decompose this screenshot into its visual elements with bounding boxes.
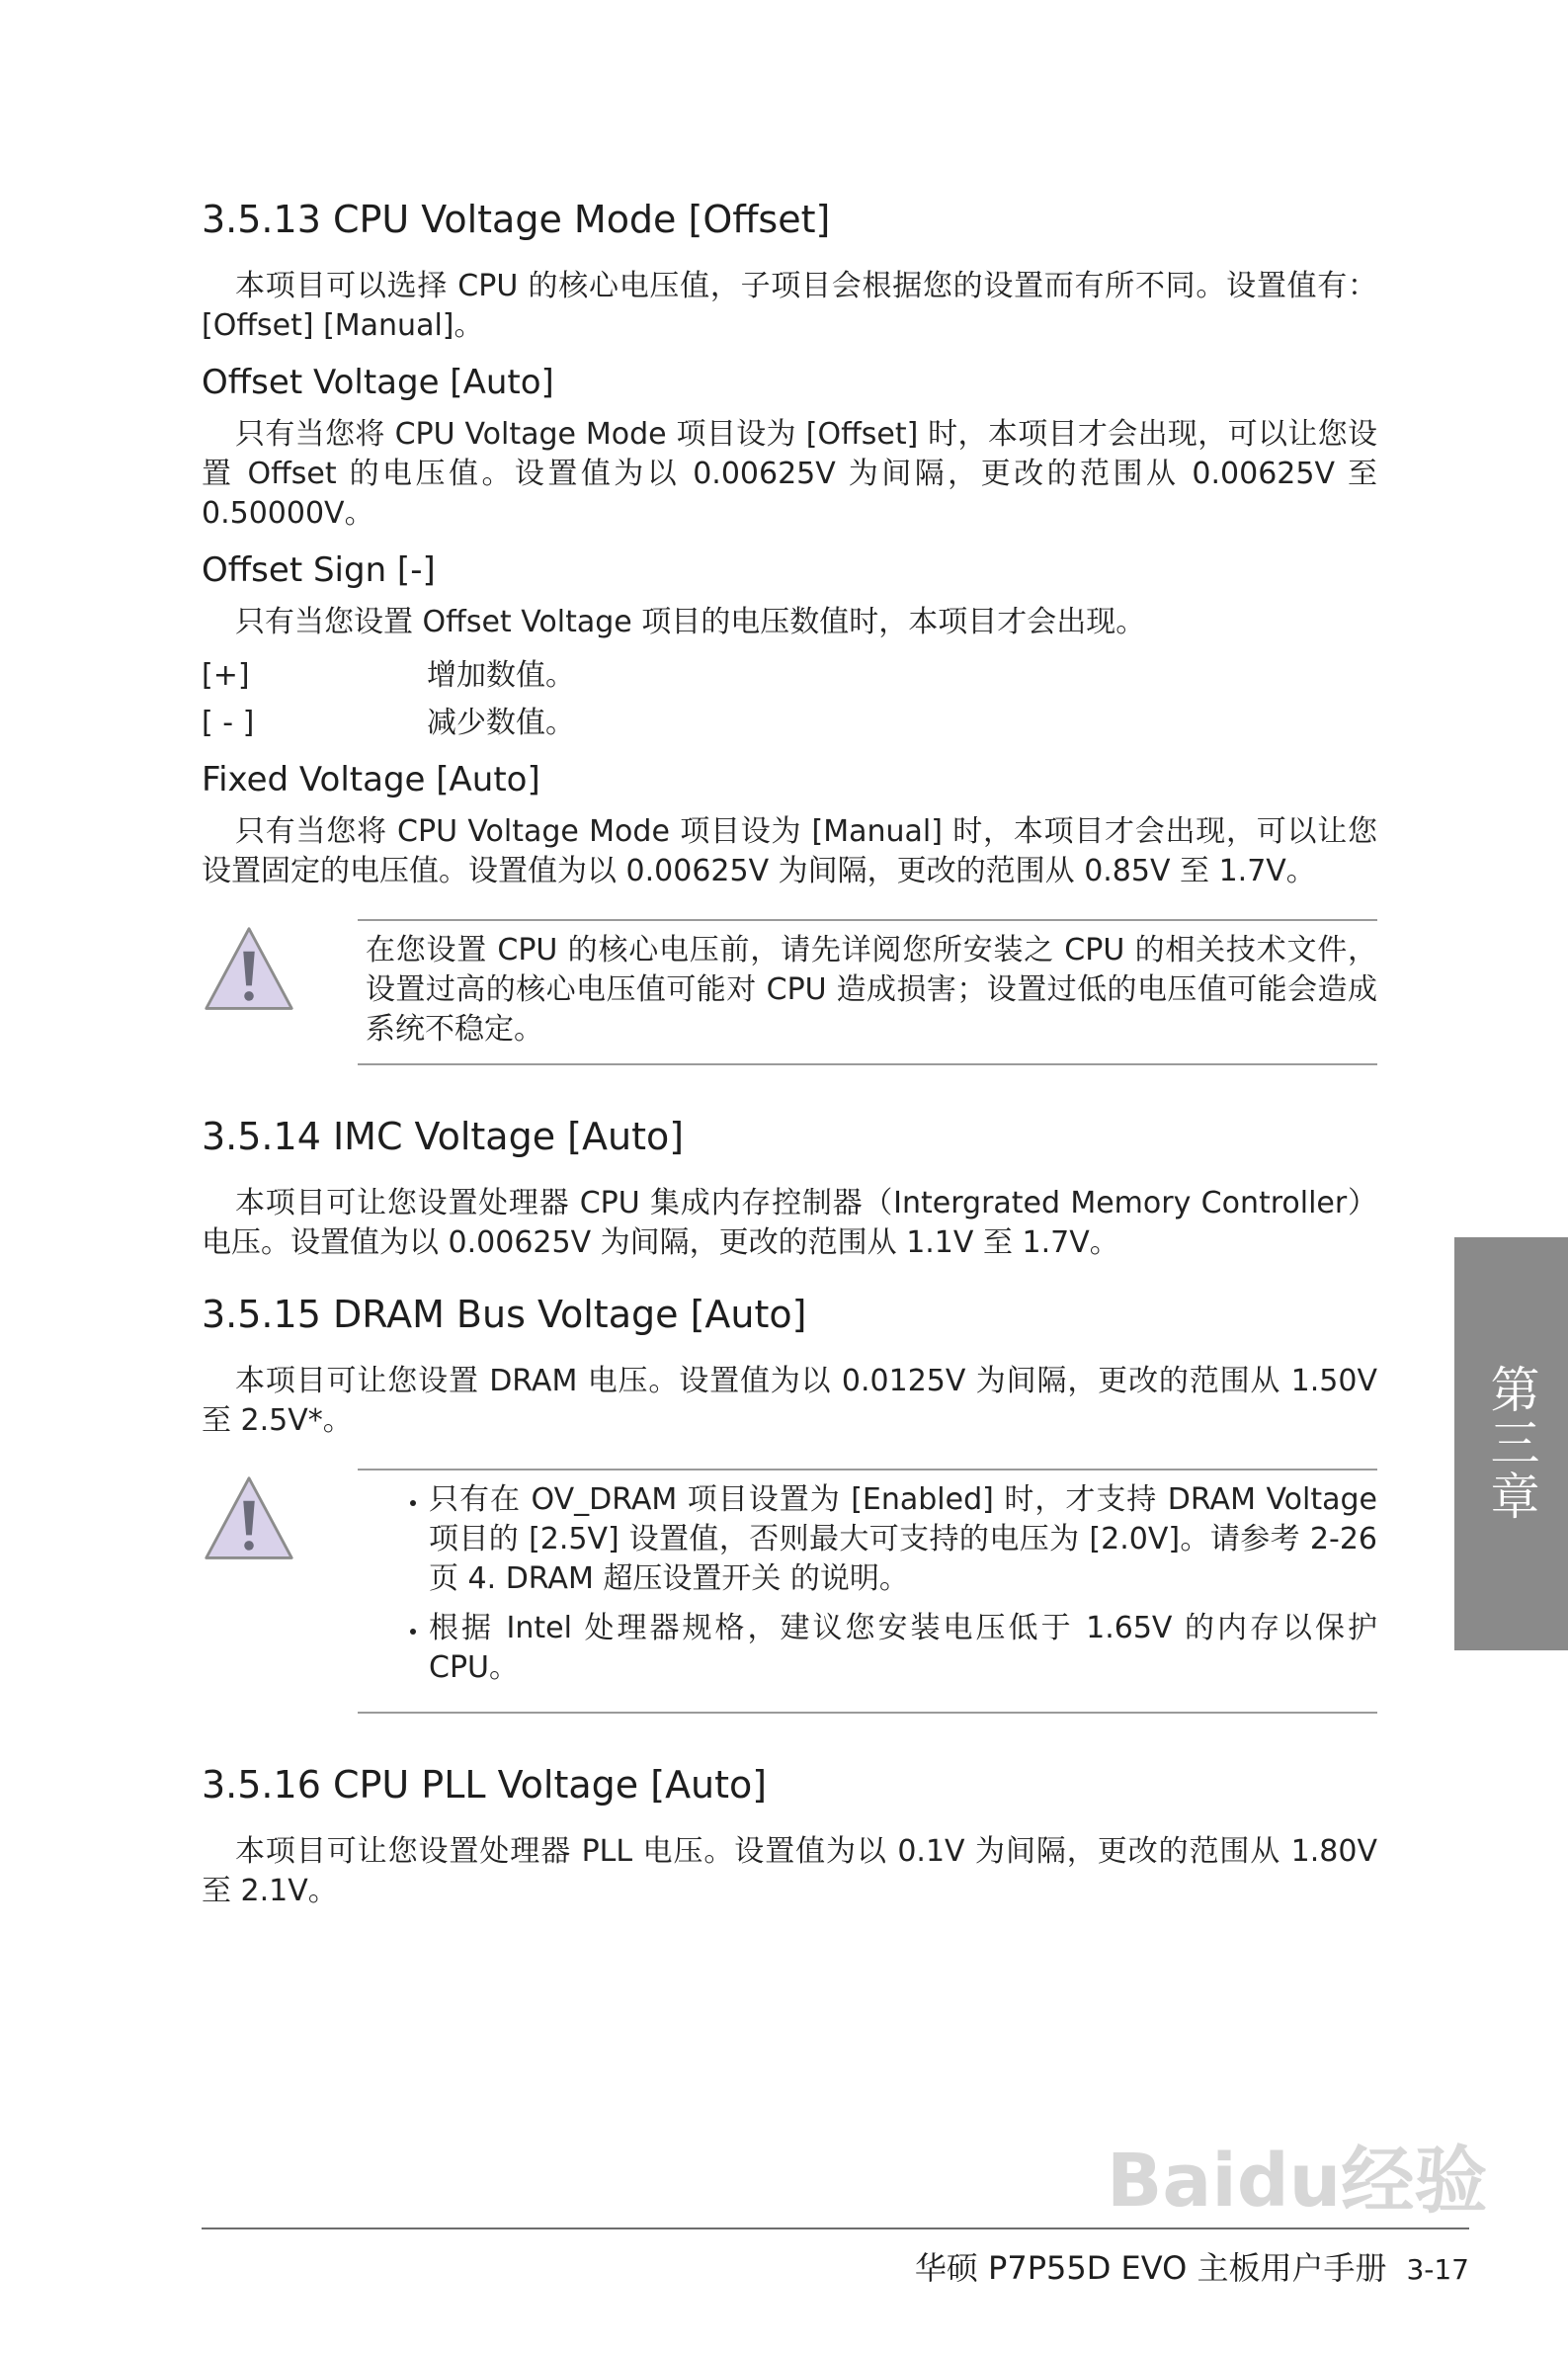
section-body-cpu-voltage-mode: 本项目可以选择 CPU 的核心电压值，子项目会根据您的设置而有所不同。设置值有：[Offset] [Manual]。	[202, 269, 1377, 343]
page-number: 3-17	[1406, 2253, 1469, 2286]
page-footer	[915, 2243, 1469, 2289]
footer-rule	[202, 2227, 1469, 2229]
option-key: [ - ]	[202, 706, 255, 740]
subsection-title-offset-sign: Offset Sign [-]	[202, 550, 436, 590]
option-row-minus	[202, 704, 1377, 743]
footer-title: 华硕 P7P55D EVO 主板用户手册	[914, 2249, 1387, 2287]
section-title-cpu-voltage-mode: 3.5.13 CPU Voltage Mode [Offset]	[202, 198, 831, 241]
subsection-body-offset-voltage: 只有当您将 CPU Voltage Mode 项目设为 [Offset] 时，本项目才会出现，可以让您设置 Offset 的电压值。设置值为以 0.00625V 为间隔，更改的范围从 0.00625V 至 0.50000V。	[202, 417, 1377, 531]
chapter-tab	[1454, 1237, 1568, 1650]
option-desc: 减少数值。	[427, 706, 575, 740]
section-title-cpu-pll-voltage: 3.5.16 CPU PLL Voltage [Auto]	[202, 1763, 768, 1807]
subsection-body-fixed-voltage: 只有当您将 CPU Voltage Mode 项目设为 [Manual] 时，本项目才会出现，可以让您设置固定的电压值。设置值为以 0.00625V 为间隔，更改的范围从 0.85V 至 1.7V。	[202, 814, 1377, 888]
caution-icon-wrap	[202, 1469, 358, 1714]
section-title-imc-voltage: 3.5.14 IMC Voltage [Auto]	[202, 1115, 685, 1158]
subsection-title-offset-voltage: Offset Voltage [Auto]	[202, 363, 554, 402]
option-key: [+]	[202, 658, 250, 693]
caution-list-item: • 根据 Intel 处理器规格，建议您安装电压低于 1.65V 的内存以保护 CPU。	[429, 1609, 1377, 1688]
caution-list	[366, 1480, 1377, 1688]
caution-note-dram	[202, 1469, 1377, 1714]
chapter-tab-label: 第三章	[1482, 1364, 1540, 1524]
warning-triangle-icon	[202, 923, 296, 1018]
caution-list-item: • 只有在 OV_DRAM 项目设置为 [Enabled] 时，才支持 DRAM Voltage 项目的 [2.5V] 设置值，否则最大可支持的电压为 [2.0V]。请参考 2-26 页 4. DRAM 超压设置开关 的说明。	[429, 1480, 1377, 1599]
section-title-dram-bus-voltage: 3.5.15 DRAM Bus Voltage [Auto]	[202, 1293, 807, 1336]
option-row-plus	[202, 656, 1377, 696]
subsection-title-fixed-voltage: Fixed Voltage [Auto]	[202, 760, 540, 799]
section-body-cpu-pll-voltage: 本项目可让您设置处理器 PLL 电压。设置值为以 0.1V 为间隔，更改的范围从 1.80V 至 2.1V。	[202, 1834, 1378, 1908]
section-body-dram-bus-voltage: 本项目可让您设置 DRAM 电压。设置值为以 0.0125V 为间隔，更改的范围从 1.50V 至 2.5V*。	[202, 1364, 1377, 1438]
warning-triangle-icon	[202, 1472, 296, 1567]
caution-icon-wrap	[202, 919, 358, 1065]
page-content	[202, 194, 1377, 1925]
section-body-imc-voltage: 本项目可让您设置处理器 CPU 集成内存控制器（Intergrated Memory Controller）电压。设置值为以 0.00625V 为间隔，更改的范围从 1.1V 至 1.7V。	[202, 1186, 1377, 1260]
watermark-logo: Baidu经验	[1107, 2139, 1488, 2224]
caution-note-cpu	[202, 919, 1377, 1065]
option-desc: 增加数值。	[427, 658, 575, 693]
caution-text: 在您设置 CPU 的核心电压前，请先详阅您所安装之 CPU 的相关技术文件，设置过高的核心电压值可能对 CPU 造成损害；设置过低的电压值可能会造成系统不稳定。	[358, 919, 1377, 1065]
subsection-body-offset-sign: 只有当您设置 Offset Voltage 项目的电压数值时，本项目才会出现。	[235, 605, 1146, 639]
caution-list-box	[358, 1469, 1377, 1714]
